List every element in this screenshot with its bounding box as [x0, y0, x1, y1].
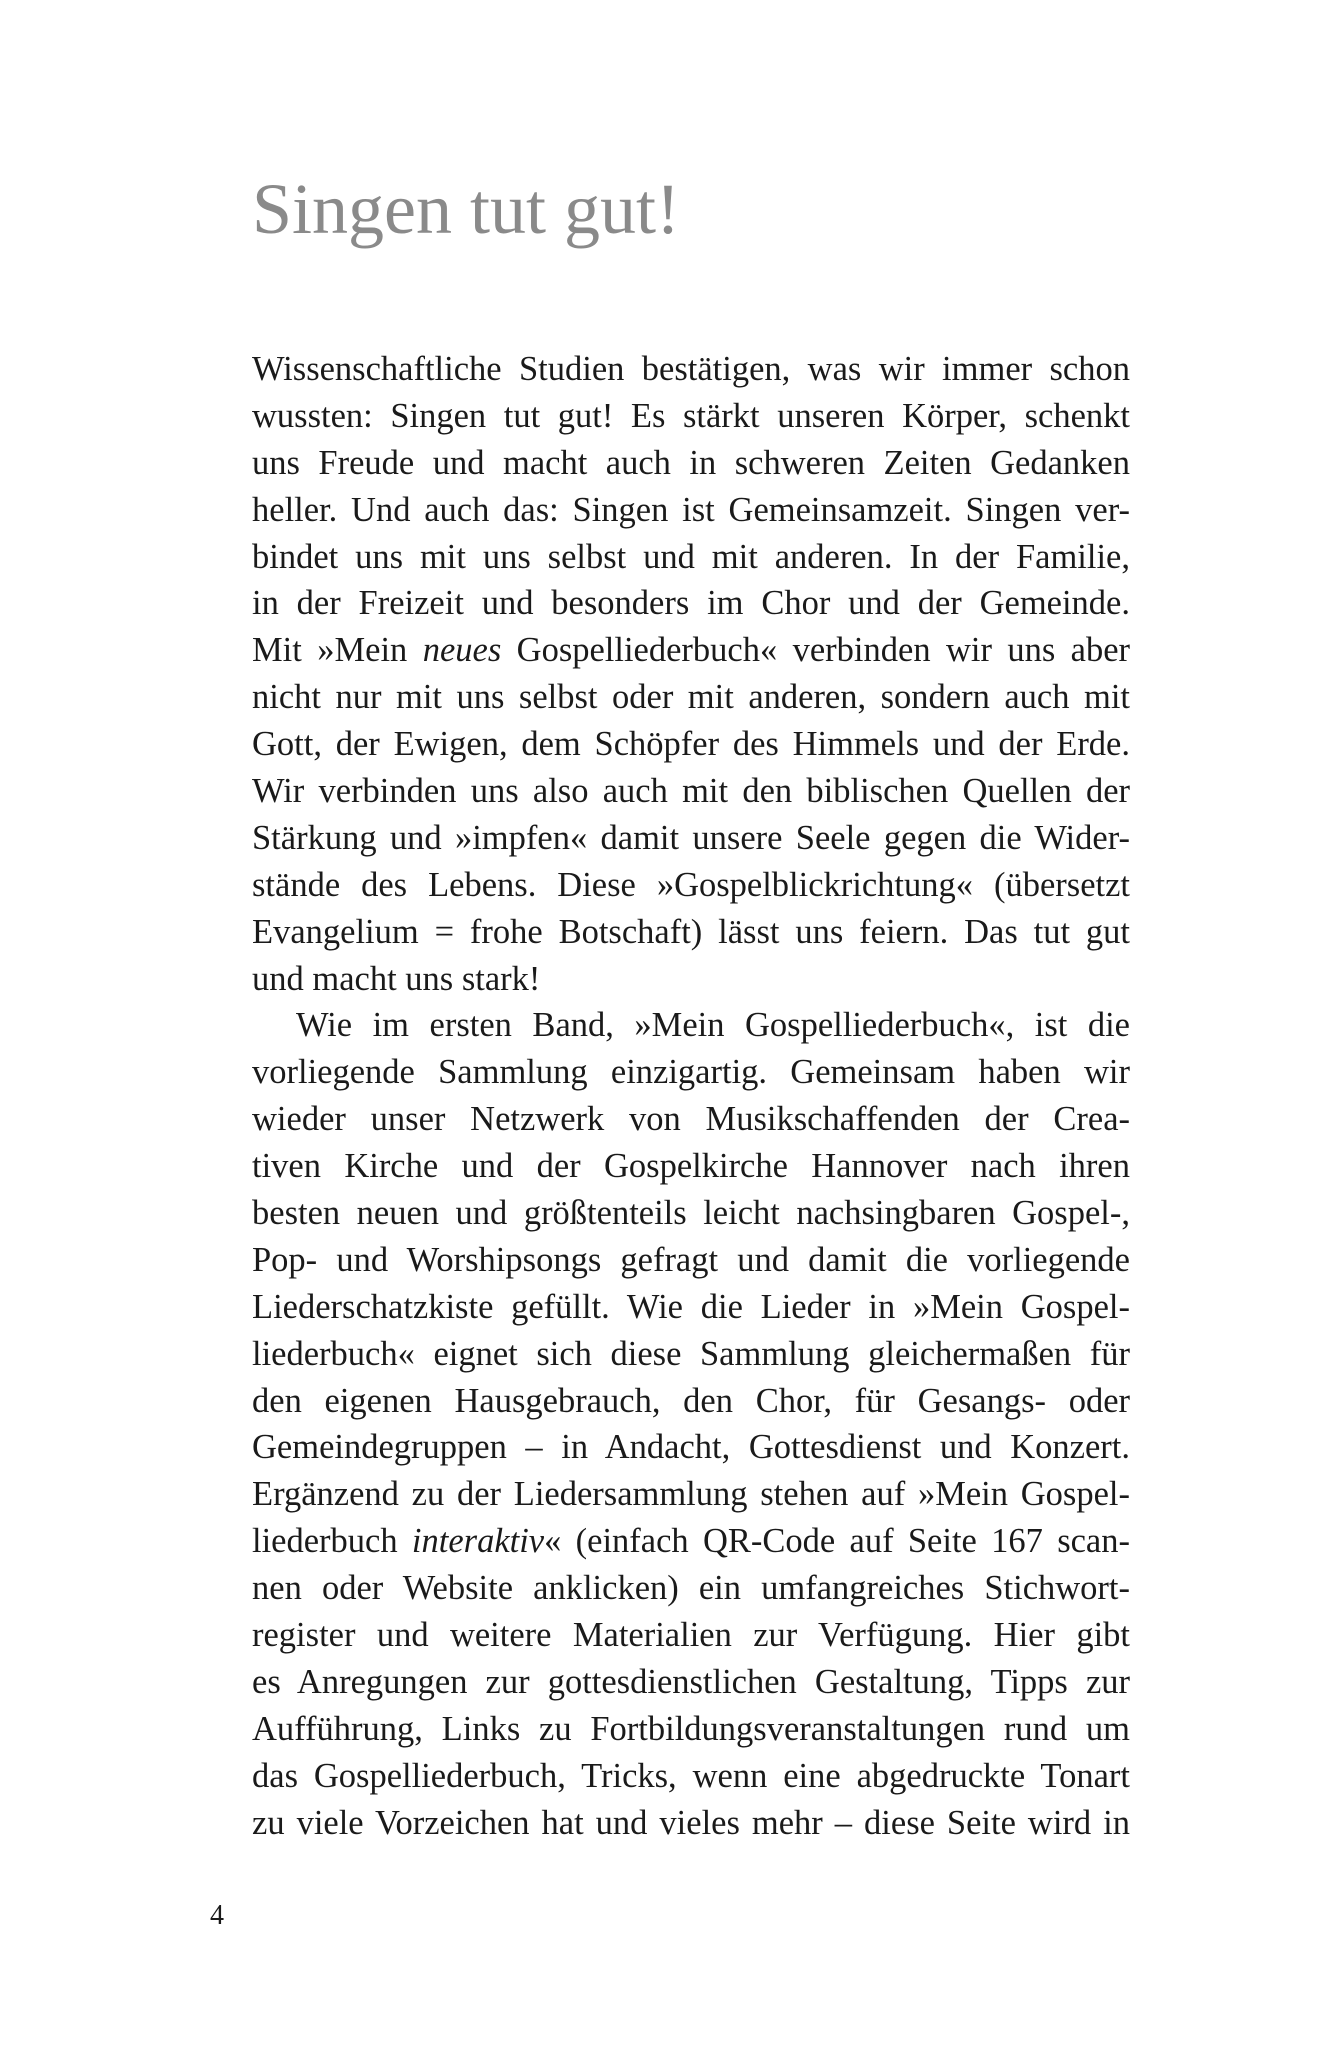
text-line: Gott, der Ewigen, dem Schöpfer des Himmels und der Erde. [252, 725, 1130, 764]
text-line: Mit »Mein neues Gospelliederbuch« verbinden wir uns aber [252, 631, 1130, 670]
text-line: heller. Und auch das: Singen ist Gemeinsamzeit. Singen ver- [252, 490, 1130, 529]
text-line: tiven Kirche und der Gospelkirche Hannover nach ihren [252, 1147, 1130, 1186]
page-title: Singen tut gut! [252, 169, 680, 249]
text-line: Wie im ersten Band, »Mein Gospelliederbuch«, ist die [296, 1006, 1130, 1045]
text-line: in der Freizeit und besonders im Chor und der Gemeinde. [252, 584, 1130, 623]
text-line: Pop- und Worshipsongs gefragt und damit die vorliegende [252, 1240, 1130, 1279]
text-line: es Anregungen zur gottesdienstlichen Gestaltung, Tipps zur [252, 1662, 1130, 1701]
text-line: liederbuch interaktiv« (einfach QR-Code auf Seite 167 scan- [252, 1522, 1130, 1561]
text-line: nicht nur mit uns selbst oder mit anderen, sondern auch mit [252, 678, 1130, 717]
text-line: register und weitere Materialien zur Verfügung. Hier gibt [252, 1616, 1130, 1655]
text-line: wieder unser Netzwerk von Musikschaffenden der Crea- [252, 1100, 1130, 1139]
text-line: Ergänzend zu der Liedersammlung stehen auf »Mein Gospel- [252, 1475, 1130, 1514]
text-line: stände des Lebens. Diese »Gospelblickrichtung« (übersetzt [252, 865, 1130, 904]
text-line: Evangelium = frohe Botschaft) lässt uns feiern. Das tut gut [252, 912, 1130, 951]
text-line: zu viele Vorzeichen hat und vieles mehr – diese Seite wird in [252, 1803, 1130, 1842]
text-line: den eigenen Hausgebrauch, den Chor, für Gesangs- oder [252, 1381, 1130, 1420]
text-line: das Gospelliederbuch, Tricks, wenn eine abgedruckte Tonart [252, 1756, 1130, 1795]
body-text [252, 346, 1130, 1847]
text-line: nen oder Website anklicken) ein umfangreiches Stichwort- [252, 1569, 1130, 1608]
text-line: vorliegende Sammlung einzigartig. Gemeinsam haben wir [252, 1053, 1130, 1092]
page-number: 4 [210, 1900, 224, 1931]
text-line: Stärkung und »impfen« damit unsere Seele gegen die Wider- [252, 818, 1130, 857]
text-line: besten neuen und größtenteils leicht nachsingbaren Gospel-, [252, 1194, 1130, 1233]
text-line: Aufführung, Links zu Fortbildungsveranstaltungen rund um [252, 1709, 1130, 1748]
text-line: liederbuch« eignet sich diese Sammlung gleichermaßen für [252, 1334, 1130, 1373]
text-line: bindet uns mit uns selbst und mit anderen. In der Familie, [252, 537, 1130, 576]
text-line: Gemeindegruppen – in Andacht, Gottesdienst und Konzert. [252, 1428, 1130, 1467]
emphasis-interaktiv: interaktiv [411, 1522, 545, 1561]
text-line: Wissenschaftliche Studien bestätigen, was wir immer schon [252, 350, 1130, 388]
text-line: und macht uns stark! [252, 959, 541, 998]
text-line: uns Freude und macht auch in schweren Zeiten Gedanken [252, 443, 1130, 482]
text-line: Liederschatzkiste gefüllt. Wie die Lieder in »Mein Gospel- [252, 1287, 1130, 1326]
text-line: Wir verbinden uns also auch mit den biblischen Quellen der [252, 772, 1130, 811]
text-line: wussten: Singen tut gut! Es stärkt unseren Körper, schenkt [252, 396, 1130, 435]
emphasis-neues: neues [422, 631, 502, 670]
